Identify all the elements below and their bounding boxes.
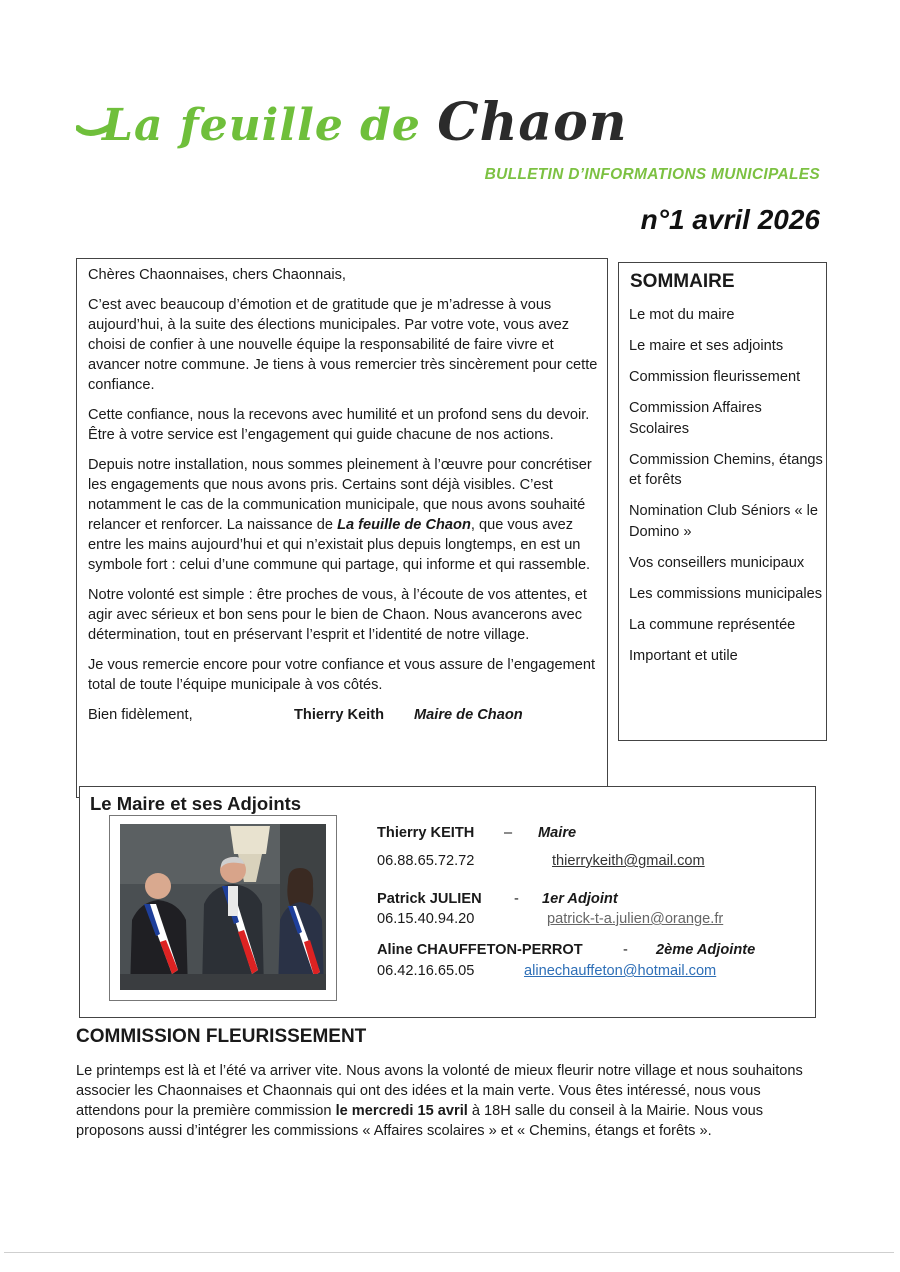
mayor-section-title: Le Maire et ses Adjoints [90,793,302,814]
official-role: Maire [538,825,577,841]
commission-text: Le printemps est là et l’été va arriver vite. Nous avons la volonté de mieux fleurir notre village et nous souhaitons associer les Chaonnaises et Chaonnais qui ont des idées et la main verte. Vous êtes intéressé, nous vous attendons pour la première commission le mercredi 15 avril à 18H salle du conseil à la Mairie. Nous vous proposons aussi d’intégrer les commissions « Affaires scolaires » et « Chemins, étangs et forêts ». [76,1063,803,1139]
sommaire-item: Important et utile [629,647,738,664]
sommaire-box [618,262,827,741]
official-email-link[interactable]: alinechauffeton@hotmail.com [524,963,717,979]
sommaire-item: Commission fleurissement [629,369,801,385]
bulletin-subtitle: BULLETIN D’INFORMATIONS MUNICIPALES [484,166,820,183]
letter-paragraph: Je vous remercie encore pour votre confiance et vous assure de l’engagement total de toute l’équipe municipale à vos côtés. [88,657,596,693]
letter-paragraph: Depuis notre installation, nous sommes pleinement à l’œuvre pour concrétiser les engagements que nous avons pris. Certains sont déjà visibles. C’est notamment le cas de la communication municipale, que nous avons souhaité relancer et renforcer. La naissance de La feuille de Chaon, que vous avez entre les mains aujourd’hui et qui n’existait plus depuis longtemps, en est un symbole fort : celui d’une commune qui partage, qui informe et qui rassemble. [88,457,592,573]
official-email-link[interactable]: thierrykeith@gmail.com [552,853,705,869]
sommaire-item: La commune représentée [629,616,796,633]
officials-photo-image [120,824,326,990]
official-name: Aline CHAUFFETON-PERROT [377,942,583,958]
signer-title: Maire de Chaon [414,707,523,723]
sommaire-title: SOMMAIRE [630,271,735,292]
sommaire-item: Vos conseillers municipaux [629,554,805,571]
letter-paragraph: Notre volonté est simple : être proches de vous, à l’écoute de vos attentes, et agir avec sérieux et bon sens pour le bien de Chaon. Nous avancerons avec détermination, tout en préservant l’esprit et l’identité de notre village. [88,587,587,643]
sommaire-item: Commission Chemins, étangs et forêts [629,451,823,488]
letter-closing: Bien fidèlement, [88,707,193,723]
commission-date: le mercredi 15 avril [335,1103,468,1119]
newsletter-name: La feuille de Chaon [337,517,471,533]
official-row [377,942,583,958]
sommaire-list [629,305,825,677]
official-phone: 06.15.40.94.20 [377,911,475,927]
sommaire-item: Le maire et ses adjoints [629,338,784,354]
masthead-title-part2: Chaon [437,92,628,153]
official-email-link[interactable]: patrick-t-a.julien@orange.fr [547,911,724,927]
sommaire-item: Nomination Club Séniors « le Domino » [629,503,819,540]
letter-greeting: Chères Chaonnaises, chers Chaonnais, [88,267,346,283]
official-name: Patrick JULIEN [377,891,482,907]
mayor-letter [88,265,598,725]
commission-title: COMMISSION FLEURISSEMENT [76,1026,367,1047]
signer-name: Thierry Keith [294,707,385,723]
official-role: 1er Adjoint [542,891,618,907]
official-separator: - [514,891,519,907]
letter-signature [88,705,598,725]
scan-edge-divider [4,1252,894,1253]
official-phone: 06.42.16.65.05 [377,963,475,979]
masthead-title-part1: La feuille de [102,100,421,151]
sommaire-item: Les commissions municipales [629,585,823,602]
letter-paragraph: C’est avec beaucoup d’émotion et de gratitude que je m’adresse à vous aujourd’hui, à la suite des élections municipales. Par votre vote, vous avez choisi de confier à une nouvelle équipe la responsabilité de faire vivre et avancer notre commune. Je tiens à vous remercier très sincèrement pour cette confiance. [88,297,598,393]
issue-number: n°1 avril 2026 [640,204,820,235]
official-name: Thierry KEITH [377,825,475,841]
mayor-deputies-box [79,786,816,1018]
official-separator: - [623,942,628,958]
sommaire-item: Commission Affaires Scolaires [629,400,762,437]
official-row [377,891,482,907]
sommaire-item: Le mot du maire [629,307,735,323]
officials-photo [109,815,337,1001]
official-row [377,825,474,841]
mayor-letter-box [76,258,608,798]
masthead-logo [76,78,628,158]
official-phone: 06.88.65.72.72 [377,853,475,869]
letter-paragraph: Cette confiance, nous la recevons avec humilité et un profond sens du devoir. Être à votre service est l’engagement qui guide chacune de nos actions. [88,407,590,443]
official-separator: – [504,825,513,841]
official-role: 2ème Adjointe [656,942,756,958]
